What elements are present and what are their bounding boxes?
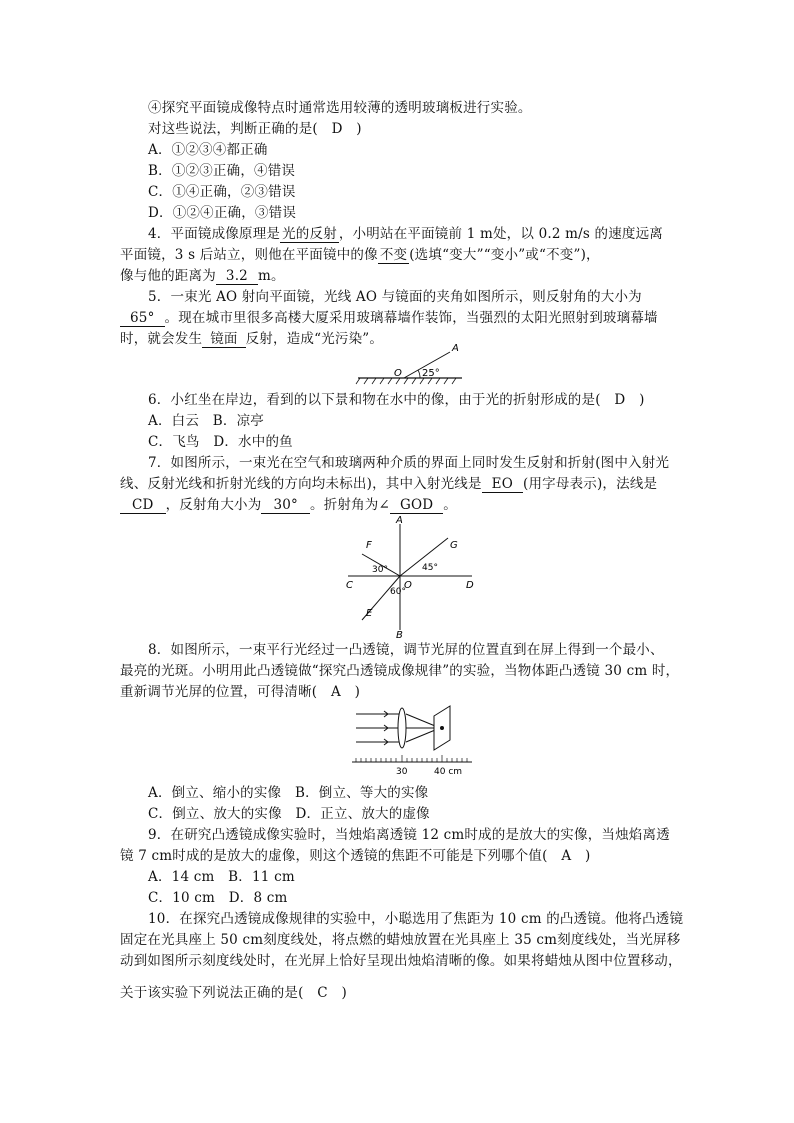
lens-focus-figure	[348, 700, 476, 780]
q4-blank3: 3.2	[216, 268, 258, 285]
q5-blank1: 65°	[120, 310, 165, 327]
q7-blank3: 30°	[261, 497, 310, 514]
q8-line1: 8．如图所示，一束平行光经过一凸透镜，调节光屏的位置直到在屏上得到一个最小、	[148, 642, 664, 658]
q4-blank1: 光的反射	[282, 226, 337, 242]
q5-line3: 时，就会发生 镜面 反射，造成“光污染”。	[120, 331, 384, 347]
label-a: A	[396, 515, 403, 526]
q9-options-ab: A．14 cm B．11 cm	[148, 869, 295, 885]
answer: D	[614, 392, 626, 408]
q7-line3: CD ，反射角大小为 30° 。折射角为∠ GOD 。	[120, 495, 457, 515]
q3-option-b: B．①②③正确，④错误	[148, 163, 296, 179]
refraction-figure	[340, 514, 480, 638]
q3-option-a: A．①②③④都正确	[148, 142, 268, 158]
q7-blank4: GOD	[390, 497, 443, 514]
q8-options-ab: A．倒立、缩小的实像 B．倒立、等大的实像	[148, 785, 429, 801]
q7-blank1: EO	[482, 476, 523, 493]
angle-45: 45°	[422, 563, 438, 573]
q10-line1: 10．在探究凸透镜成像规律的实验中，小聪选用了焦距为 10 cm 的凸透镜。他将凸透镜	[148, 911, 684, 927]
q4-blank2: 不变	[379, 247, 408, 263]
answer: D	[331, 121, 343, 137]
q9-options-cd: C．10 cm D．8 cm	[148, 890, 288, 906]
q6-options-ab: A．白云 B．凉亭	[148, 413, 264, 429]
q5-line2: 65° 。现在城市里很多高楼大厦采用玻璃幕墙作装饰，当强烈的太阳光照射到玻璃幕墙	[120, 308, 658, 328]
convex-lens	[398, 708, 406, 748]
label-d: D	[466, 580, 474, 591]
light-spot	[440, 726, 444, 730]
q3-option-d: D．①②④正确，③错误	[148, 205, 297, 221]
angle-arc	[418, 370, 420, 378]
q9-line2: 镜 7 cm时成的是放大的虚像，则这个透镜的焦距不可能是下列哪个值( A )	[120, 848, 591, 864]
q5-line1: 5．一束光 AO 射向平面镜，光线 AO 与镜面的夹角如图所示，则反射角的大小为	[148, 289, 642, 305]
label-g: G	[450, 540, 458, 551]
q6-options-cd: C．飞鸟 D．水中的鱼	[148, 434, 293, 450]
q9-line1: 9．在研究凸透镜成像实验时，当烛焰离透镜 12 cm时成的是放大的实像，当烛焰离透	[148, 827, 670, 843]
label-b: B	[396, 630, 403, 638]
label-a: A	[452, 343, 459, 354]
label-o: O	[404, 580, 412, 591]
mirror-reflection-figure	[350, 340, 470, 388]
answer: A	[330, 684, 341, 700]
q8-line2: 最亮的光斑。小明用此凸透镜做“探究凸透镜成像规律”的实验，当物体距凸透镜 30 cm 时，	[120, 663, 680, 679]
q4-line3: 像与他的距离为 3.2 m。	[120, 268, 285, 284]
q3-stem: 对这些说法，判断正确的是( D )	[148, 121, 362, 137]
q3-option-c: C．①④正确，②③错误	[148, 184, 296, 200]
label-c: C	[346, 580, 353, 591]
q10-line4: 关于该实验下列说法正确的是( C )	[120, 985, 347, 1001]
angle-30: 30°	[372, 565, 388, 575]
tick-30: 30	[396, 767, 408, 777]
label-e: E	[366, 608, 373, 619]
label-f: F	[366, 540, 372, 551]
answer: C	[317, 985, 328, 1001]
q10-line3: 动到如图所示刻度线处时，在光屏上恰好呈现出烛焰清晰的像。如果将蜡烛从图中位置移动，	[120, 953, 682, 969]
statement-4: ④探究平面镜成像特点时通常选用较薄的透明玻璃板进行实验。	[148, 100, 532, 116]
q6-stem: 6．小红坐在岸边，看到的以下景和物在水中的像，由于光的折射形成的是( D )	[148, 392, 645, 408]
q7-line1: 7．如图所示，一束光在空气和玻璃两种介质的界面上同时发生反射和折射(图中入射光	[148, 455, 670, 471]
answer: A	[561, 848, 572, 864]
q4-line1: 4．平面镜成像原理是 光的反射 ，小明站在平面镜前 1 m处，以 0.2 m/s 的速度远离	[148, 226, 663, 242]
label-o: O	[394, 368, 402, 379]
q8-line3: 重新调节光屏的位置，可得清晰( A )	[120, 684, 361, 700]
q10-line2: 固定在光具座上 50 cm刻度线处，将点燃的蜡烛放置在光具座上 35 cm刻度线处，当光屏移	[120, 932, 681, 948]
q7-line2: 线、反射光线和折射光线的方向均未标出)，其中入射光线是 EO (用字母表示)，法线是	[120, 476, 658, 492]
angle-60: 60°	[390, 587, 406, 597]
angle-label: 25°	[422, 368, 440, 379]
tick-40: 40 cm	[434, 767, 463, 777]
q7-blank2: CD	[120, 497, 166, 514]
q4-line2: 平面镜，3 s 后站立，则他在平面镜中的像 不变 (选填“变大”“变小”或“不变”)，	[120, 247, 600, 263]
q5-blank2: 镜面	[202, 331, 245, 348]
q8-options-cd: C．倒立、放大的实像 D．正立、放大的虚像	[148, 806, 430, 822]
